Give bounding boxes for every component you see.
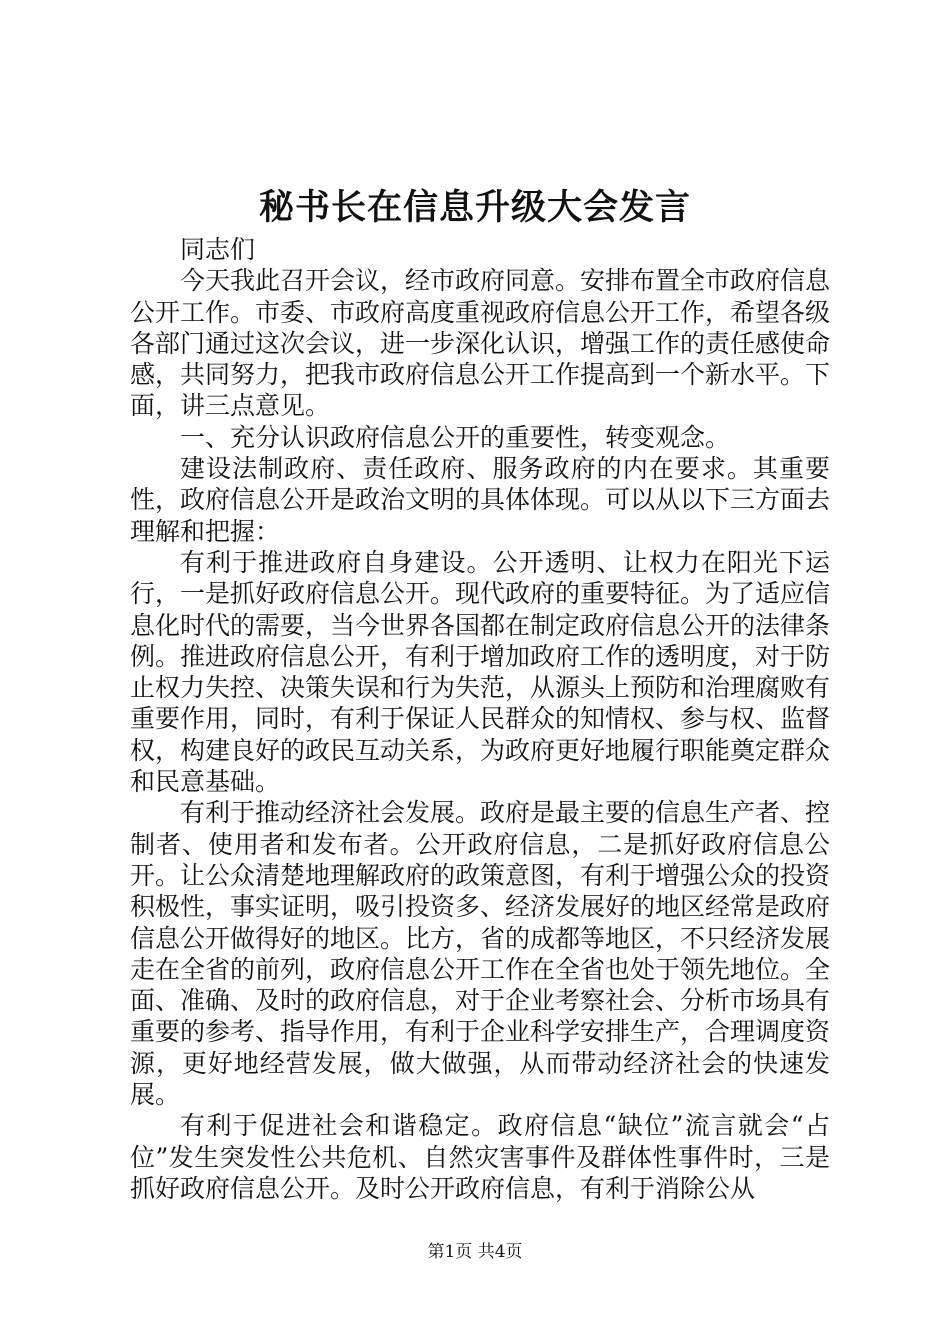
document-body [130, 234, 830, 1204]
intro-paragraph: 今天我此召开会议，经市政府同意。安排布置全市政府信息公开工作。市委、市政府高度重视政府信息公开工作，希望各级各部门通过这次会议，进一步深化认识，增强工作的责任感使命感，共同努力，把我市政府信息公开工作提高到一个新水平。下面，讲三点意见。 [130, 266, 831, 421]
section-heading: 一、充分认识政府信息公开的重要性，转变观念。 [180, 422, 731, 452]
document-title: 秘书长在信息升级大会发言 [258, 187, 691, 228]
body-paragraph: 有利于推进政府自身建设。公开透明、让权力在阳光下运行，一是抓好政府信息公开。现代政府的重要特征。为了适应信息化时代的需要，当今世界各国都在制定政府信息公开的法律条例。推进政府信息公开，有利于增加政府工作的透明度，对于防止权力失控、决策失误和行为失范，从源头上预防和治理腐败有重要作用，同时，有利于保证人民群众的知情权、参与权、监督权，构建良好的政民互动关系，为政府更好地履行职能奠定群众和民意基础。 [130, 547, 831, 797]
salutation-paragraph: 同志们 [180, 235, 256, 264]
body-paragraph: 有利于促进社会和谐稳定。政府信息“缺位”流言就会“占位”发生突发性公共危机、自然灾害事件及群体性事件时，三是抓好政府信息公开。及时公开政府信息，有利于消除公从 [130, 1111, 830, 1203]
body-paragraph: 建设法制政府、责任政府、服务政府的内在要求。其重要性，政府信息公开是政治文明的具体体现。可以从以下三方面去理解和把握： [130, 454, 831, 546]
body-paragraph: 有利于推动经济社会发展。政府是最主要的信息生产者、控制者、使用者和发布者。公开政府信息，二是抓好政府信息公开。让公众清楚地理解政府的政策意图，有利于增强公众的投资积极性，事实证明，吸引投资多、经济发展好的地区经常是政府信息公开做得好的地区。比方，省的成都等地区，不只经济发展走在全省的前列，政府信息公开工作在全省也处于领先地位。全面、准确、及时的政府信息，对于企业考察社会、分析市场具有重要的参考、指导作用，有利于企业科学安排生产，合理调度资源，更好地经营发展，做大做强，从而带动经济社会的快速发展。 [130, 798, 831, 1110]
page-footer: 第1页 共4页 [427, 1242, 523, 1262]
